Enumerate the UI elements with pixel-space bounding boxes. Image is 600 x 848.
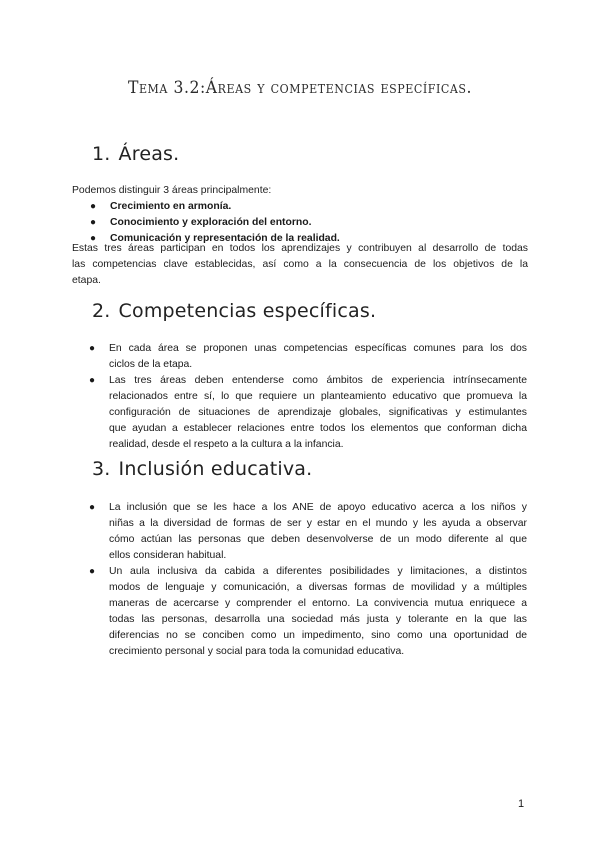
list-item: ● Comunicación y representación de la realidad. xyxy=(110,231,340,247)
section-number: 1. xyxy=(92,143,111,165)
section-number: 3. xyxy=(92,458,111,480)
areas-list xyxy=(90,199,340,247)
list-item: ● Un aula inclusiva da cabida a diferentes posibilidades y limitaciones, a distintos modos de lenguaje y comunicación, a diversas formas de movilidad y a múltiples maneras de acercarse y comprender el entorno. La convivencia mutua enriquece a todas las personas, desarrolla una sociedad más justa y tolerante en la que las diferencias no se conciben como un impedimento, sino como una oportunidad de crecimiento personal y social para toda la comunidad educativa. xyxy=(89,566,527,657)
areas-paragraph: Estas tres áreas participan en todos los aprendizajes y contribuyen al desarrollo de todas las competencias clave establecidas, así como a la consecuencia de los objetivos de la etapa. xyxy=(72,243,528,286)
section-heading-areas xyxy=(92,143,179,165)
section-intro: Podemos distinguir 3 áreas principalmente: xyxy=(72,185,272,196)
section-title: Áreas. xyxy=(118,143,180,165)
list-item: ● Conocimiento y exploración del entorno. xyxy=(110,215,340,231)
list-item: ● En cada área se proponen unas competencias específicas comunes para los dos ciclos de la etapa. xyxy=(89,343,527,370)
bullet-icon: ● xyxy=(90,201,97,212)
list-item: ● La inclusión que se les hace a los ANE de apoyo educativo acerca a los niños y niñas a la diversidad de formas de ser y estar en el mundo y les ayuda a observar cómo actúan las personas que deben desenvolverse de un modo diferente al que ellos consideran habitual. xyxy=(89,502,527,561)
inclusion-list xyxy=(89,500,527,660)
section-heading-competencias xyxy=(92,300,376,322)
page-number: 1 xyxy=(518,798,525,810)
competencias-list xyxy=(89,341,527,453)
section-title: Inclusión educativa. xyxy=(118,458,313,480)
list-item: ● Crecimiento en armonía. xyxy=(110,199,340,215)
list-item: ● Las tres áreas deben entenderse como ámbitos de experiencia intrínsecamente relacionados entre sí, lo que requiere un planteamiento educativo que promueva la configuración de situaciones de aprendizaje globales, significativas y estimulantes que ayudan a establecer relaciones entre todos los elementos que conforman dicha realidad, desde el respeto a la cultura a la infancia. xyxy=(89,375,527,450)
bullet-icon: ● xyxy=(90,233,97,244)
bullet-icon: ● xyxy=(89,375,96,386)
section-heading-inclusion xyxy=(92,458,312,480)
bullet-icon: ● xyxy=(89,566,96,577)
document-title: Tema 3.2:Áreas y competencias específicas. xyxy=(127,78,473,98)
section-title: Competencias específicas. xyxy=(118,300,377,322)
bullet-icon: ● xyxy=(89,343,96,354)
bullet-icon: ● xyxy=(90,217,97,228)
section-number: 2. xyxy=(92,300,111,322)
bullet-icon: ● xyxy=(89,502,96,513)
